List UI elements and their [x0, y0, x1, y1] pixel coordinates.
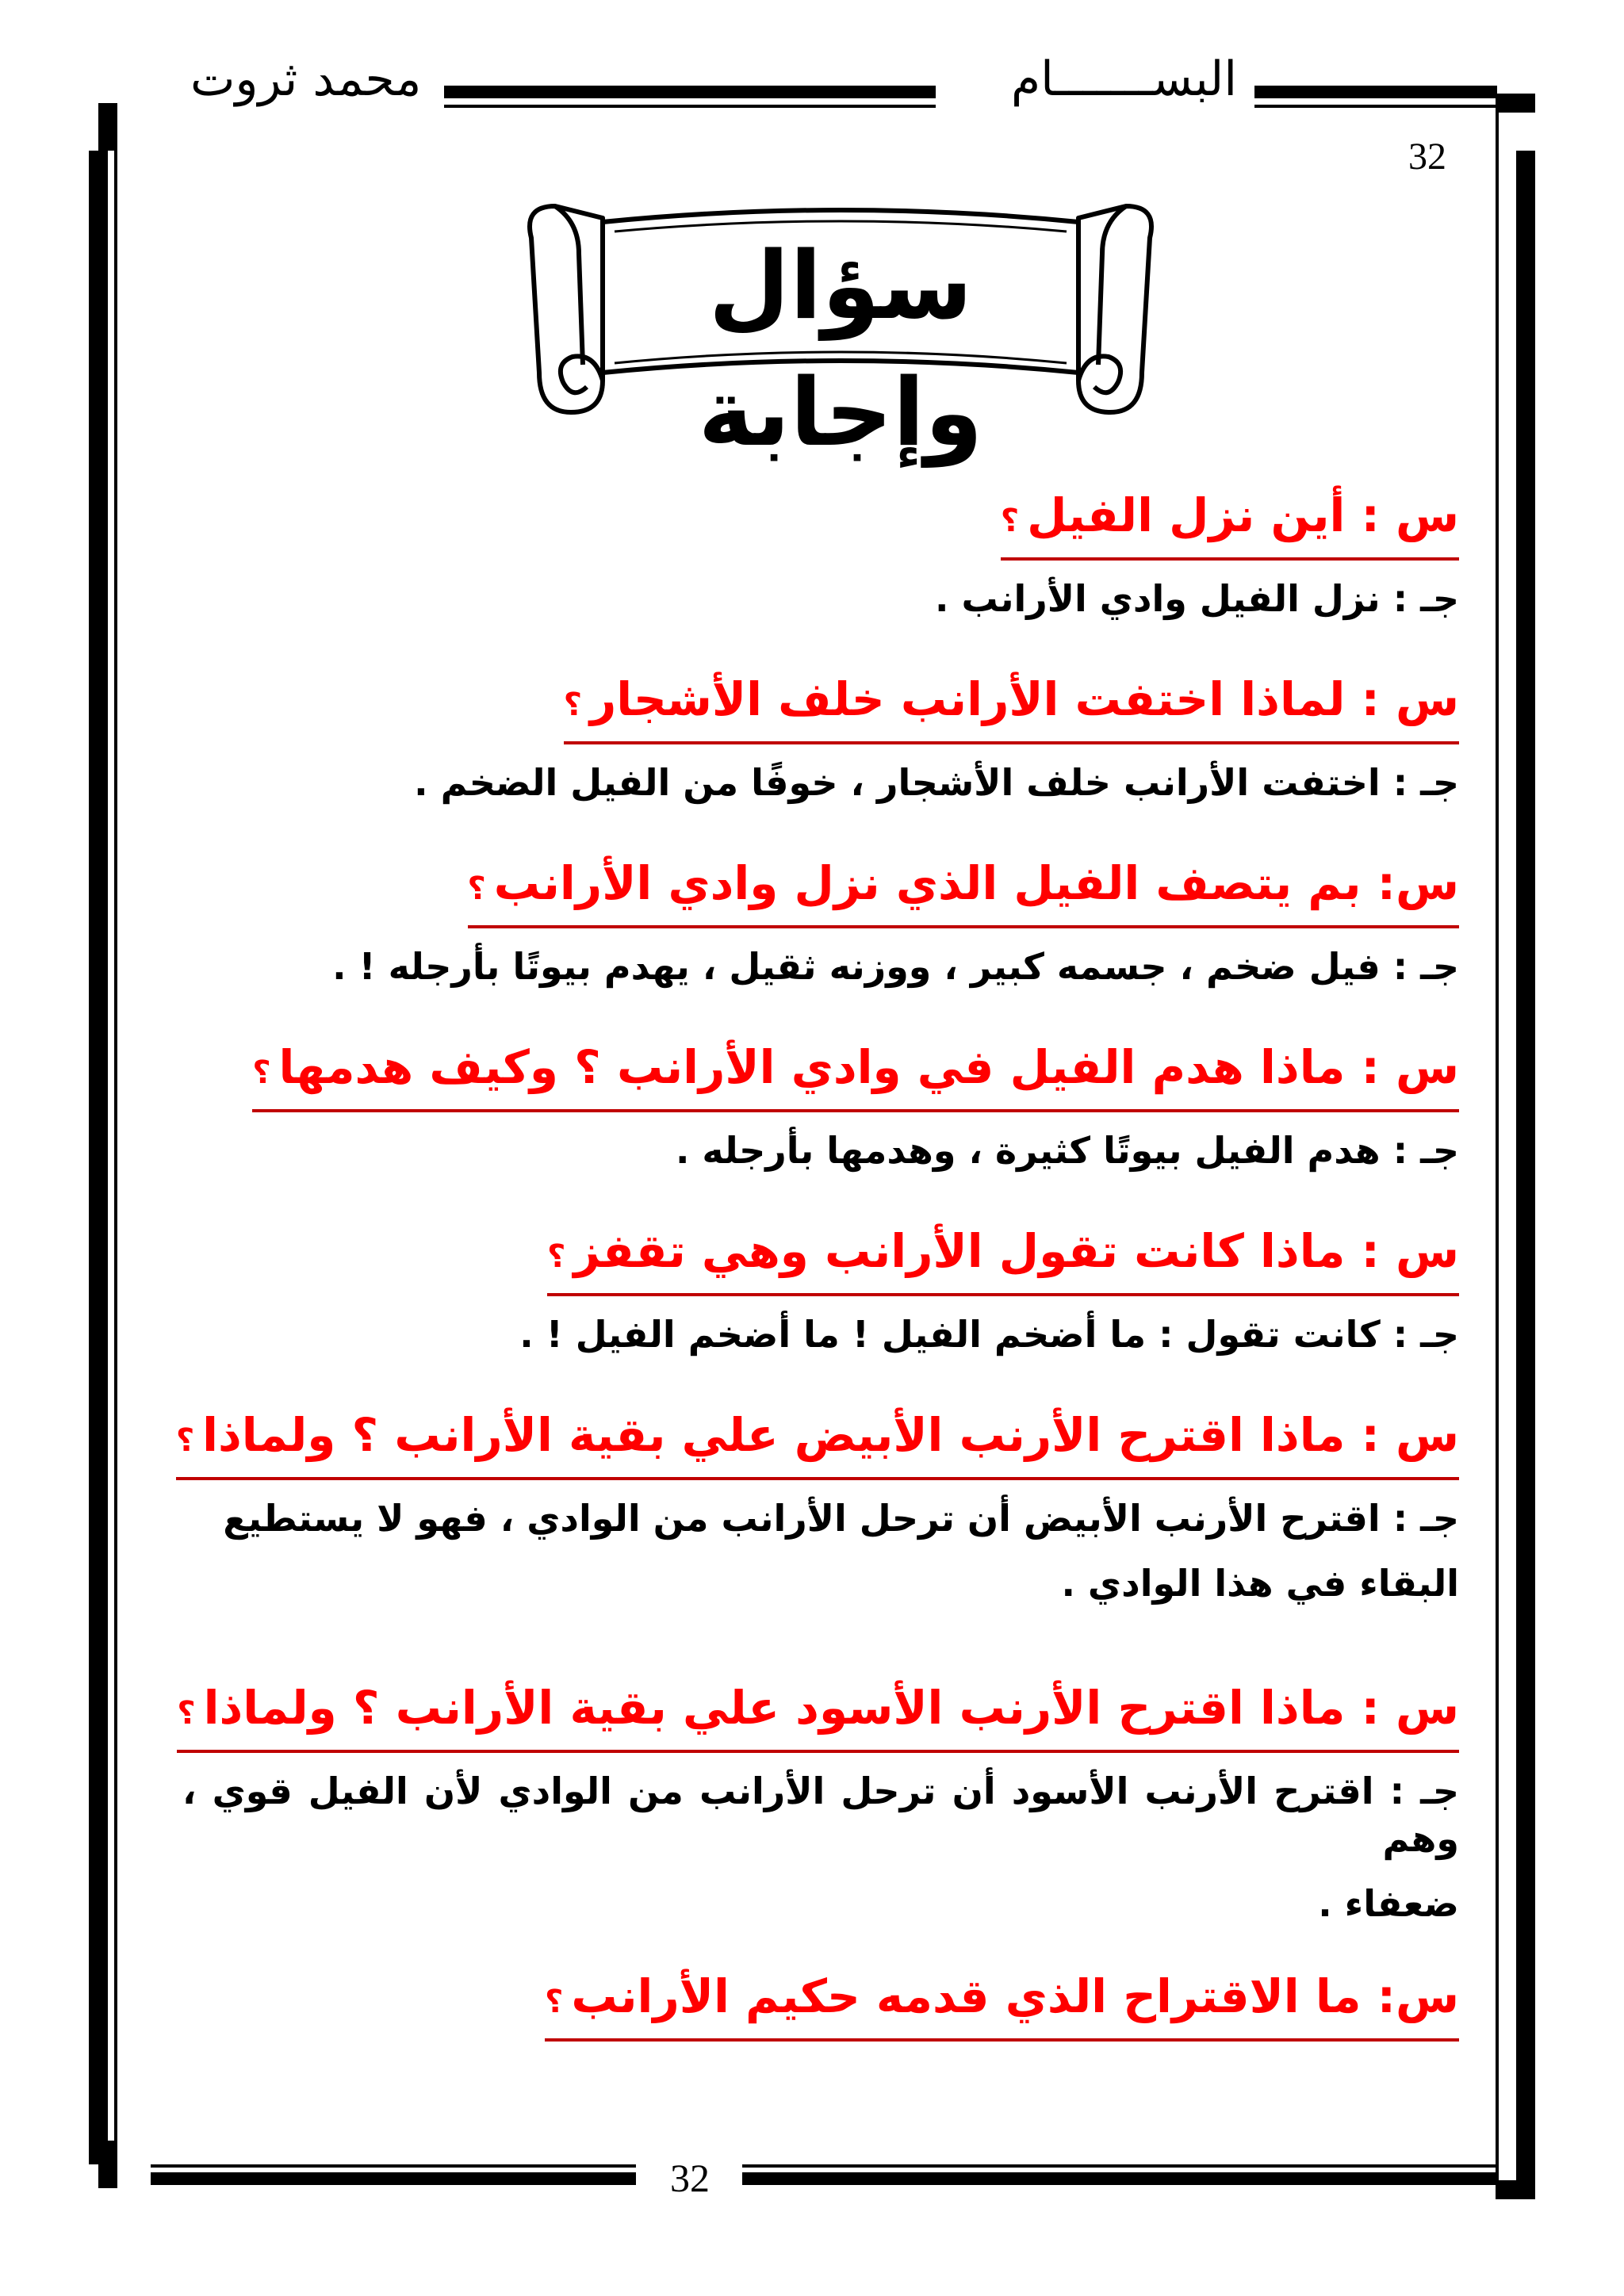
- question: س : لماذا اختفت الأرانب خلف الأشجار؟: [564, 668, 1459, 744]
- answer: جـ : اقترح الأرنب الأسود أن ترحل الأرانب من الوادي لأن الفيل قوي ، وهم: [182, 1770, 1459, 1860]
- frame-right-thick: [1516, 151, 1535, 2180]
- header-rule-right: [1254, 86, 1497, 109]
- frame-right-thin: [1496, 103, 1499, 2196]
- title-banner: [508, 174, 1174, 467]
- qa-item: [182, 1035, 1459, 1174]
- answer: جـ : نزل الفيل وادي الأرانب .: [935, 577, 1459, 620]
- qa-item: [182, 1965, 1459, 2042]
- frame-right-step: [1496, 94, 1535, 113]
- answer: جـ : هدم الفيل بيوتًا كثيرة ، وهدمها بأرجله .: [675, 1129, 1459, 1172]
- frame-left-step-bottom: [98, 2141, 117, 2188]
- question: س : ماذا اقترح الأرنب الأبيض علي بقية الأرانب ؟ ولماذا؟: [176, 1403, 1459, 1480]
- book-title: البســـــــام: [1010, 52, 1237, 107]
- answer: جـ : اختفت الأرانب خلف الأشجار ، خوفًا من الفيل الضخم .: [414, 761, 1459, 804]
- page-title: سؤال وإجابة: [698, 231, 983, 467]
- answer: جـ : كانت تقول : ما أضخم الفيل ! ما أضخم الفيل ! .: [519, 1313, 1459, 1356]
- question: س : ماذا هدم الفيل في وادي الأرانب ؟ وكيف هدمها؟: [252, 1035, 1459, 1112]
- footer-rule-left: [151, 2164, 636, 2188]
- footer-rule-right: [742, 2164, 1496, 2188]
- page-number-top: 32: [1408, 136, 1446, 178]
- question: س : أين نزل الفيل؟: [1001, 484, 1459, 561]
- question: س: ما الاقتراح الذي قدمه حكيم الأرانب؟: [545, 1965, 1459, 2042]
- question: س : ماذا كانت تقول الأرانب وهي تقفز؟: [547, 1219, 1459, 1296]
- qa-item: [182, 851, 1459, 990]
- frame-right-step-bottom: [1496, 2180, 1535, 2199]
- qa-item: [177, 1676, 1459, 1927]
- question: س : ماذا اقترح الأرنب الأسود علي بقية الأرانب ؟ ولماذا؟: [177, 1676, 1459, 1753]
- question: س: بم يتصف الفيل الذي نزل وادي الأرانب؟: [468, 851, 1459, 928]
- answer: جـ : فيل ضخم ، جسمه كبير ، ووزنه ثقيل ، يهدم بيوتًا بأرجله ! .: [332, 945, 1459, 988]
- answer-continued: البقاء في هذا الوادي .: [1061, 1562, 1459, 1605]
- answer-continued: ضعفاء .: [1318, 1882, 1459, 1925]
- frame-left-thick: [89, 151, 108, 2164]
- frame-left-thin: [114, 103, 117, 2180]
- header-rule-left: [444, 86, 936, 109]
- qa-item: [182, 1219, 1459, 1358]
- qa-item: [182, 668, 1459, 806]
- answer: جـ : اقترح الأرنب الأبيض أن ترحل الأرانب من الوادي ، فهو لا يستطيع: [223, 1497, 1459, 1540]
- qa-item: [175, 1403, 1459, 1607]
- frame-left-step: [98, 103, 117, 151]
- author-name: محمد ثروت: [190, 52, 422, 107]
- qa-item: [182, 484, 1459, 622]
- page-number-bottom: 32: [670, 2156, 710, 2200]
